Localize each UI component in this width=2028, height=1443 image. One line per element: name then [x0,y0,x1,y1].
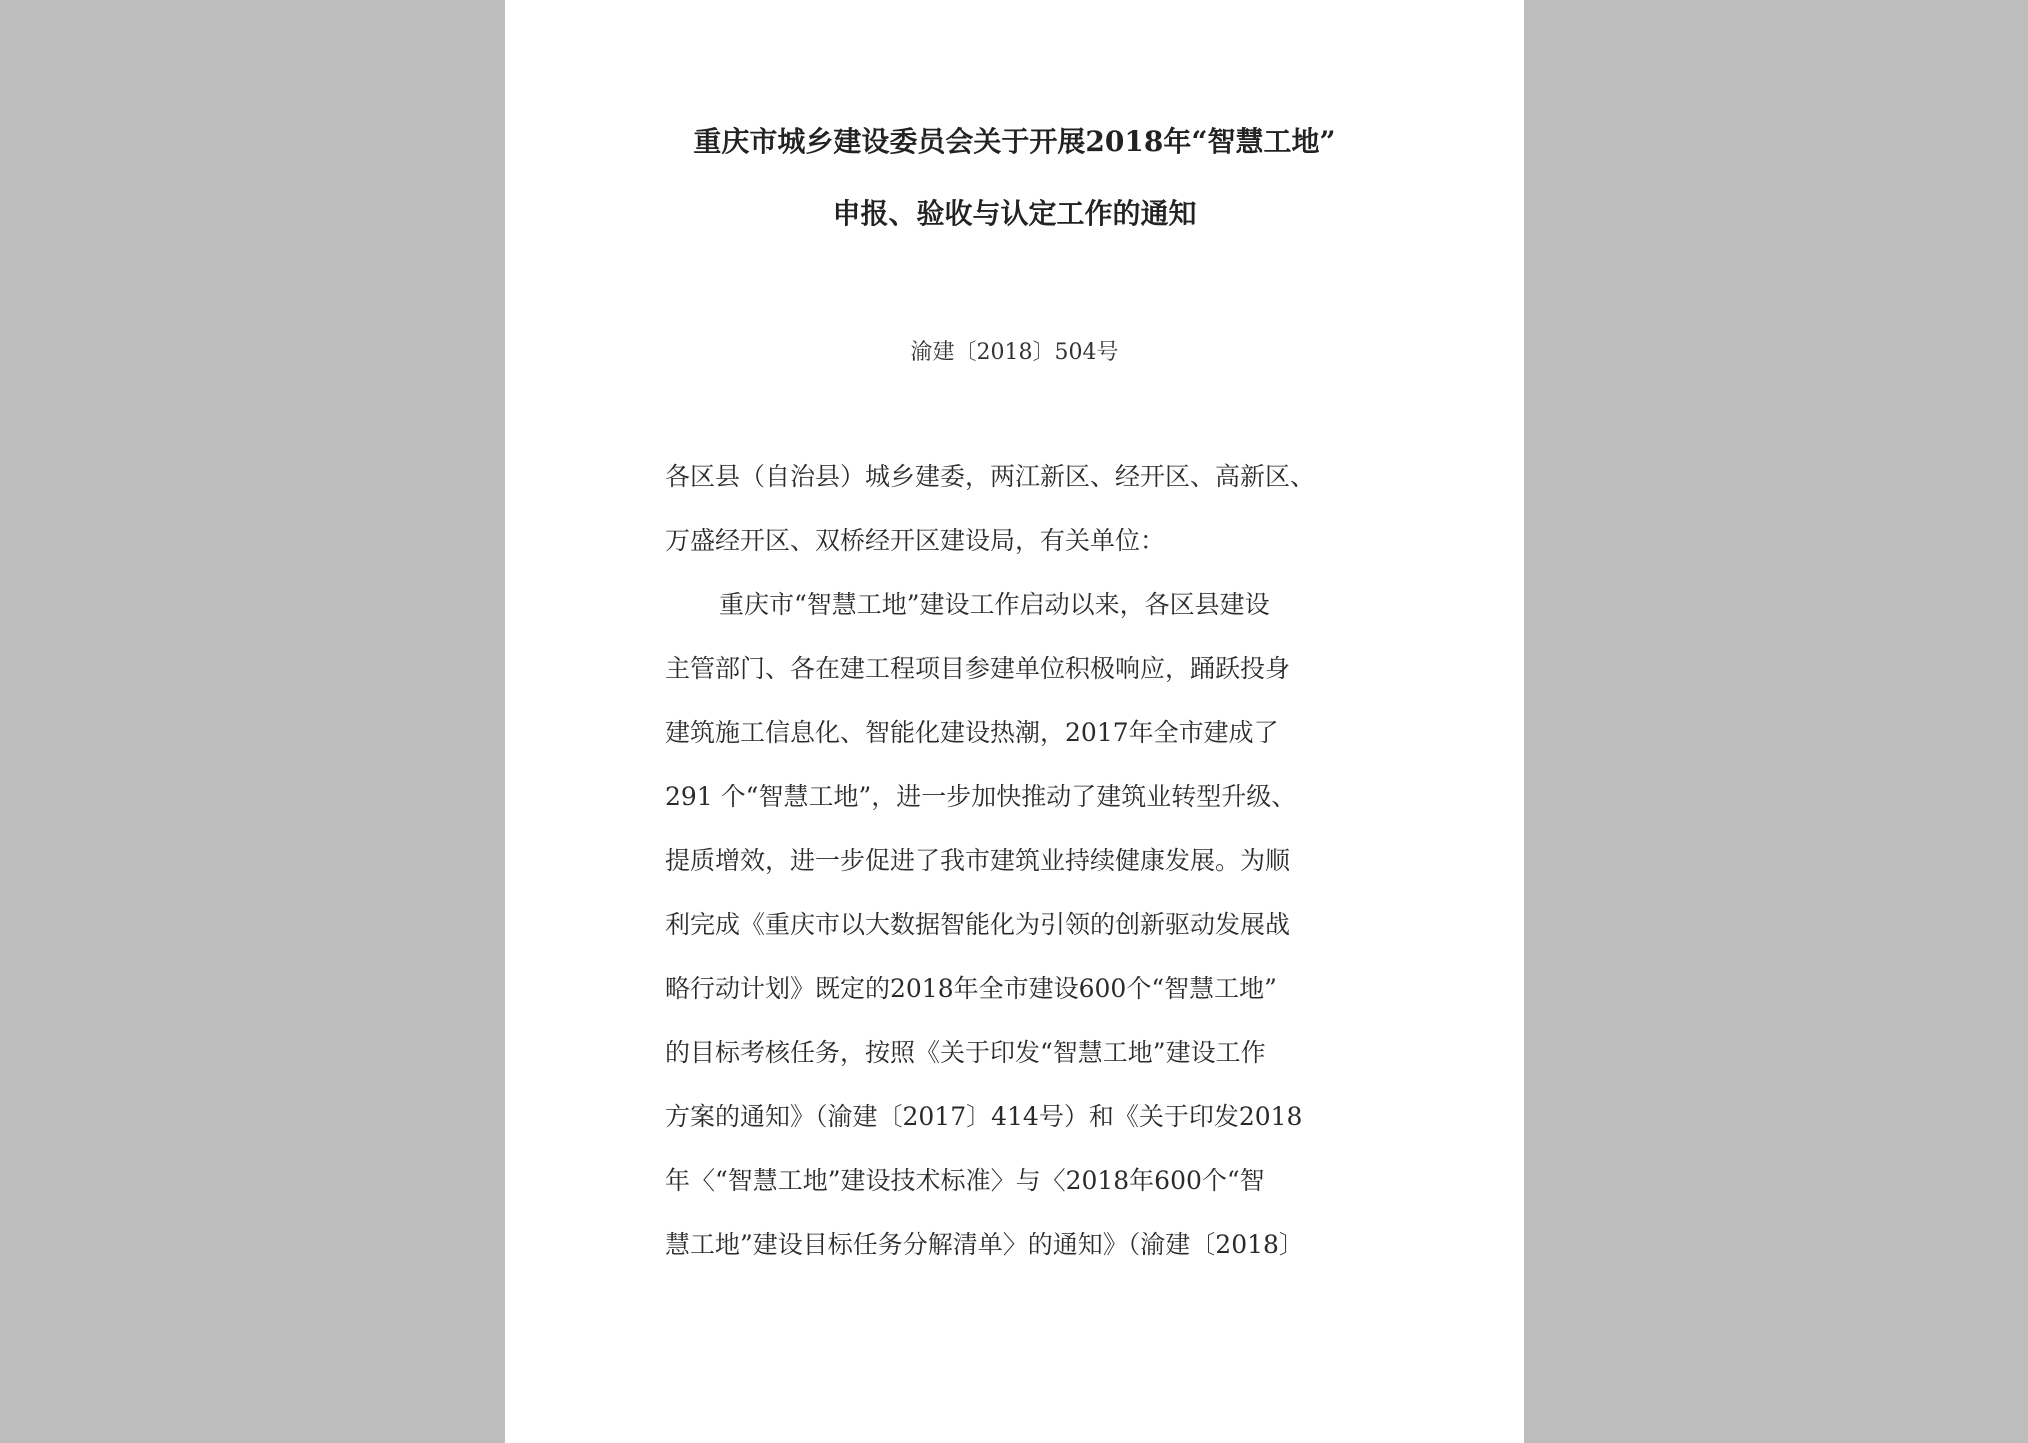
document-page [505,0,1524,1443]
document-title-line-2: 申报、验收与认定工作的通知 [832,197,1197,230]
document-number: 渝建〔2018〕504号 [910,340,1119,365]
body-line-8: 的目标考核任务，按照《关于印发“智慧工地”建设工作 [665,1038,1266,1067]
body-line-10: 年〈“智慧工地”建设技术标准〉与〈2018年600个“智 [665,1166,1265,1195]
addressee-line-2: 万盛经开区、双桥经开区建设局，有关单位： [665,526,1166,555]
body-line-11: 慧工地”建设目标任务分解清单〉的通知》（渝建〔2018〕 [665,1230,1304,1259]
body-line-6: 利完成《重庆市以大数据智能化为引领的创新驱动发展战 [665,910,1291,939]
body-line-4: 291 个“智慧工地”，进一步加快推动了建筑业转型升级、 [665,782,1297,811]
body-line-1: 重庆市“智慧工地”建设工作启动以来，各区县建设 [719,590,1270,619]
addressee-line-1: 各区县（自治县）城乡建委，两江新区、经开区、高新区、 [665,462,1316,491]
body-line-9: 方案的通知》（渝建〔2017〕414号）和《关于印发2018 [665,1102,1303,1131]
body-line-3: 建筑施工信息化、智能化建设热潮，2017年全市建成了 [665,718,1279,747]
body-line-7: 略行动计划》既定的2018年全市建设600个“智慧工地” [665,974,1277,1003]
body-line-5: 提质增效，进一步促进了我市建筑业持续健康发展。为顺 [665,846,1291,875]
document-title-line-1: 重庆市城乡建设委员会关于开展2018年“智慧工地” [693,125,1336,158]
body-line-2: 主管部门、各在建工程项目参建单位积极响应，踊跃投身 [665,654,1291,683]
